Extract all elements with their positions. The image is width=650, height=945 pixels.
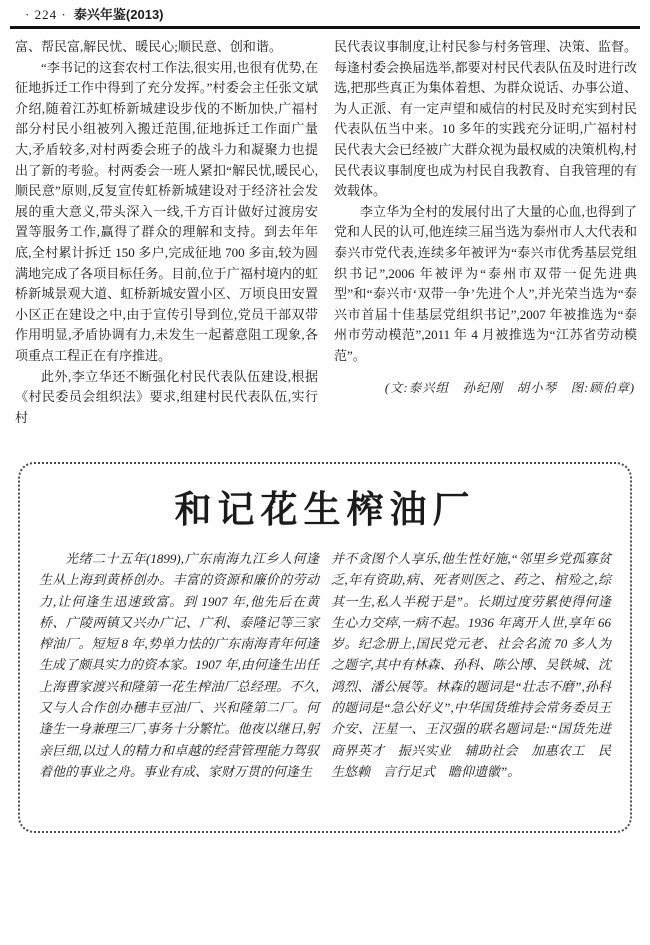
paragraph-continuation: 富、帮民富,解民忧、暖民心;顺民意、创和谐。 (15, 39, 282, 54)
paragraph: 李立华为全村的发展付出了大量的心血,也得到了党和人民的认可,他连续三届当选为泰州市人大代表和泰兴市党代表,连续多年被评为“泰兴市优秀基层党组织书记”,2006 年被评为“泰州市双带一促先进典型”和“泰兴市‘双带一争’先进个人”,并光荣当选为“泰兴市首届十佳基层党组织书记”,2007 年被推选为“泰州市劳动模范”,2011 年 4 月被推选为“江苏省劳动模范”。 (334, 203, 637, 363)
hejif-oil-mill-feature-box (18, 462, 632, 833)
article-left-column (15, 37, 318, 428)
book-title: 泰兴年鉴(2013) (73, 7, 164, 22)
paragraph: 此外,李立华还不断强化村民代表队伍建设,根据《村民委员会组织法》要求,组建村民代表队伍,实行村 (15, 368, 318, 425)
paragraph-continuation: 并不贪图个人享乐,他生性好施,“邻里乡党孤寡贫乏,年有资助,病、死者则医之、药之、棺殓之,综其一生,私人半税于是”。长期过度劳累使得何逢生心力交瘁,一病不起。1936 年离开人世,享年 66 岁。纪念册上,国民党元老、社会名流 70 多人为之题字,其中有林森、孙科、陈公博、吴铁城、沈鸿烈、潘公展等。林森的题词是“壮志不磨”,孙科的题词是“急公好义”,中华国货维持会常务委员王介安、汪星一、王汉强的联名题词是:“国货先进 商界英才 振兴实业 辅助社会 加惠农工 民生悠赖 言行足式 瞻仰遗徽”。 (331, 551, 625, 779)
feature-box-title: 和记花生榨油厂 (174, 490, 476, 531)
feature-box-left-column (39, 548, 319, 782)
page-number: · 224 · (25, 7, 67, 22)
article-byline: (文:泰兴组 孙纪刚 胡小琴 图:顾伯章) (384, 380, 635, 395)
paragraph-continuation: 民代表议事制度,让村民参与村务管理、决策、监督。每逢村委会换届选举,都要对村民代表队伍及时进行改选,把那些真正为集体着想、为群众说话、办事公道、为人正派、有一定声望和威信的村民及时充实到村民代表队伍当中来。10 多年的实践充分证明,广福村村民代表大会已经被广大群众视为最权威的决策机构,村民代表议事制度也成为村民自我教育、自我管理的有效载体。 (334, 39, 637, 199)
header-rule (10, 26, 640, 29)
article-continuation (15, 37, 637, 428)
paragraph: “李书记的这套农村工作法,很实用,也很有优势,在征地拆迁工作中得到了充分发挥。”村委会主任张文斌介绍,随着江苏虹桥新城建设步伐的不断加快,广福村部分村民小组被列入搬迁范围,征地拆迁工作面广量大,矛盾较多,对村两委会班子的战斗力和凝聚力也提出了新的考验。村两委会一班人紧扣“解民忧,暖民心,顺民意”原则,反复宣传虹桥新城建设对于经济社会发展的重大意义,带头深入一线,千方百计做好过渡房安置等服务工作,赢得了群众的理解和支持。到去年年底,全村累计拆迁 150 多户,完成征地 700 多亩,较为圆满地完成了各项目标任务。目前,位于广福村境内的虹桥新城景观大道、虹桥新城安置小区、万顷良田安置小区正在建设之中,由于宣传引导到位,党员干部双带作用明显,矛盾协调有力,未发生一起蓄意阻工现象,各项重点工程正在有序推进。 (15, 59, 318, 363)
paragraph: 光绪二十五年(1899),广东南海九江乡人何逢生从上海到黄桥创办。丰富的资源和廉价的劳动力,让何逢生迅速致富。到 1907 年,他先后在黄桥、广陵两镇又兴办广记、广利、泰隆记等三家榨油厂。短短 8 年,势单力怯的广东南海青年何逢生成了颇具实力的资本家。1907 年,由何逢生出任上海曹家渡兴和隆第一花生榨油厂总经理。不久,又与人合作创办穗丰豆油厂、兴和隆第二厂。何逢生一身兼理三厂,事务十分繁忙。他夜以继日,躬亲巨细,以过人的精力和卓越的经营管理能力驾驭着他的事业之舟。事业有成、家财万贯的何逢生 (39, 551, 319, 779)
article-right-column (334, 37, 637, 428)
feature-box-columns (20, 548, 630, 782)
feature-box-right-column (331, 548, 625, 782)
page-header (25, 7, 164, 23)
